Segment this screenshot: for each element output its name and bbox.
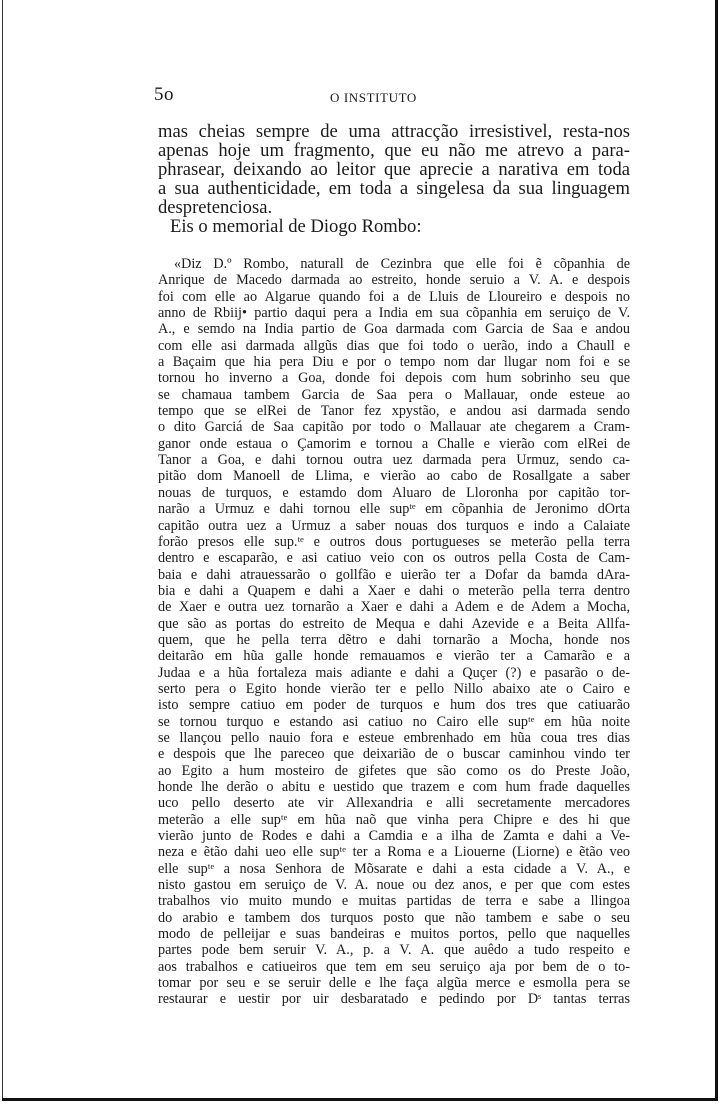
memorial-line: restaurar e uestir por uir desbaratado e pedindo por Dˢ tantas terras	[158, 991, 630, 1008]
memorial-line: dentro e escaparão, e asi catiuo veio con os outros pella Costa de Cam-	[158, 550, 630, 567]
memorial-line: partes pode bem seruir V. A., p. a V. A. que auêdo a tudo respeito e	[158, 942, 630, 959]
memorial-line: trabalhos vio muito mundo e muitas partidas de terra e sabe a llingoa	[158, 893, 630, 910]
memorial-line: aos trabalhos e catiueiros que tem em seu seruiço aja por bem de o to-	[158, 958, 630, 975]
memorial-line: uco pello deserto ate vir Allexandria e alli secretamente mercadores	[158, 795, 630, 812]
memorial-line: deitarão em hũa galle honde remauamos e vierão ter a Camarão e a	[158, 648, 630, 665]
memorial-line: honde lhe derão o abitu e uestido que trazem e com hum frade daquelles	[158, 779, 630, 795]
lead-paragraph	[158, 122, 630, 236]
memorial-line: que são as portas do estreito de Mequa e dahi Azevide e a Beita Allfa-	[158, 615, 630, 632]
memorial-line: se chamaua tambem Garcia de Saa pera o Mallauar, onde esteue ao	[158, 386, 630, 403]
memorial-line: anno de Rbiij• partio daqui pera a India em sua cõpanhia em seruiço de V.	[158, 305, 630, 322]
memorial-line: elle supᵗᵉ a nosa Senhora de Mõsarate e dahi a esta cidade a V. A., e	[158, 860, 630, 877]
lead-line: apenas hoje um fragmento, que eu não me atrevo a para-	[158, 140, 630, 161]
lead-line: despretenciosa.	[158, 197, 273, 218]
memorial-line: baia e dahi atrauessarão o gollfão e uierão ter a Dofar da bamda dAra-	[158, 566, 630, 583]
memorial-line: forão presos elle sup.ᵗᵉ e outros dous portugueses se meterão pella terra	[158, 533, 630, 550]
memorial-line: bia e dahi a Quapem e dahi a Xaer e dahi o meterão pella terra dentro	[158, 582, 630, 599]
memorial-line: meterão a elle supᵗᵉ em hũa naõ que vinha pera Chipre e des hi que	[158, 811, 630, 828]
memorial-line: foi com elle ao Algarue quando foi a de Lluis de Lloureiro e despois no	[158, 288, 630, 305]
memorial-line: modo de pelleijar e suas bandeiras e muitos portos, pello que naquelles	[158, 926, 630, 943]
memorial-line: isto sempre catiuo em poder de turquos e hum dos tres que catiuarão	[158, 697, 630, 714]
memorial-line: «Diz D.º Rombo, naturall de Cezinbra que elle foi ẽ cõpanhia de	[174, 256, 630, 272]
memorial-line: A., e semdo na India partio de Goa darmada com Garcia de Saa e andou	[158, 321, 630, 338]
memorial-line: pitão dom Manoell de Llima, e vierão ao cabo de Rosallgate a saber	[158, 468, 630, 485]
memorial-line: com elle asi darmada allgũs dias que foi todo o uerão, indo a Chaull e	[158, 337, 630, 354]
memorial-line: serto pera o Egito honde vierão ter e pello Nillo abaixo ate o Cairo e	[158, 680, 630, 697]
memorial-line: do arabio e tambem dos turquos posto que não tambem e sabe o seu	[158, 909, 630, 926]
memorial-line: tempo que se elRei de Tanor fez xpystão, e andou asi darmada sendo	[158, 403, 630, 420]
lead-line: a sua authenticidade, em toda a singelesa da sua linguagem	[158, 178, 630, 199]
memorial-line: nisto gastou em seruiço de V. A. noue ou dez anos, e per que com estes	[158, 877, 630, 894]
page-number: 5o	[154, 84, 174, 105]
memorial-line: quem, que he pella terra dẽtro e dahi tornarão a Mocha, honde nos	[158, 631, 630, 648]
memorial-line: Judaa e a hũa fortaleza mais adiante e dahi a Quçer (?) e pasarão o de-	[158, 664, 630, 681]
lead-line: phrasear, deixando ao leitor que aprecie a narativa em toda	[158, 159, 630, 180]
lead-line: mas cheias sempre de uma attracção irresistivel, resta-nos	[158, 121, 630, 142]
memorial-line: ganor onde estaua o Çamorim e tornou a Challe e vierão com elRei de	[158, 435, 630, 452]
memorial-line: e despois que lhe pareceo que deixarião de o buscar caminhou vindo ter	[158, 746, 630, 763]
running-head: O INSTITUTO	[330, 90, 417, 105]
memorial-line: se llançou pello nauio fora e esteue embrenhado em hũa coua tres dias	[158, 729, 630, 746]
memorial-line: Tanor a Goa, e dahi tornou outra uez darmada pera Urmuz, sendo ca-	[158, 452, 630, 469]
memorial-line: o dito Garciá de Saa capitão por todo o Mallauar ate chegarem a Cram-	[158, 419, 630, 436]
memorial-line: se tornou turquo e estando asi catiuo no Cairo elle supᵗᵉ em hũa noite	[158, 713, 630, 730]
memorial-line: vierão junto de Rodes e dahi a Camdia e a ilha de Zamta e dahi a Ve-	[158, 828, 630, 845]
memorial-line: narão a Urmuz e dahi tornou elle supᵗᵉ em cõpanhia de Jeronimo dOrta	[158, 501, 630, 518]
memorial-line: neza e ẽtão dahi ueo elle supᵗᵉ ter a Roma e a Liouerne (Liorne) e ẽtão veo	[158, 844, 630, 861]
memorial-line: Anrique de Macedo darmada ao estreito, honde seruio a V. A. e despois	[158, 272, 630, 289]
memorial-line: tomar por seu e se seruir delle e lhe faça algũa merce e esmolla pera se	[158, 975, 630, 992]
memorial-line: nouas de turquos, e estamdo dom Aluaro de Lloronha por capitão tor-	[158, 484, 630, 501]
memorial-line: a Baçaim que hia pera Diu e por o tempo nom dar llugar nom foi e se	[158, 354, 630, 371]
memorial-line: ao Egito a hum mosteiro de gifetes que são como os do Preste João,	[158, 762, 630, 779]
lead-line: Eis o memorial de Diogo Rombo:	[170, 216, 422, 237]
memorial-line: tornou ho inverno a Goa, donde foi depois com hum sobrinho seu que	[158, 370, 630, 387]
memorial-line: capitão outra uez a Urmuz a saber nouas dos turquos e indo a Calaiate	[158, 517, 630, 534]
memorial-quote	[158, 256, 630, 1008]
memorial-line: de Xaer e outra uez tornarão a Xaer e dahi a Adem e de Adem a Mocha,	[158, 599, 630, 616]
